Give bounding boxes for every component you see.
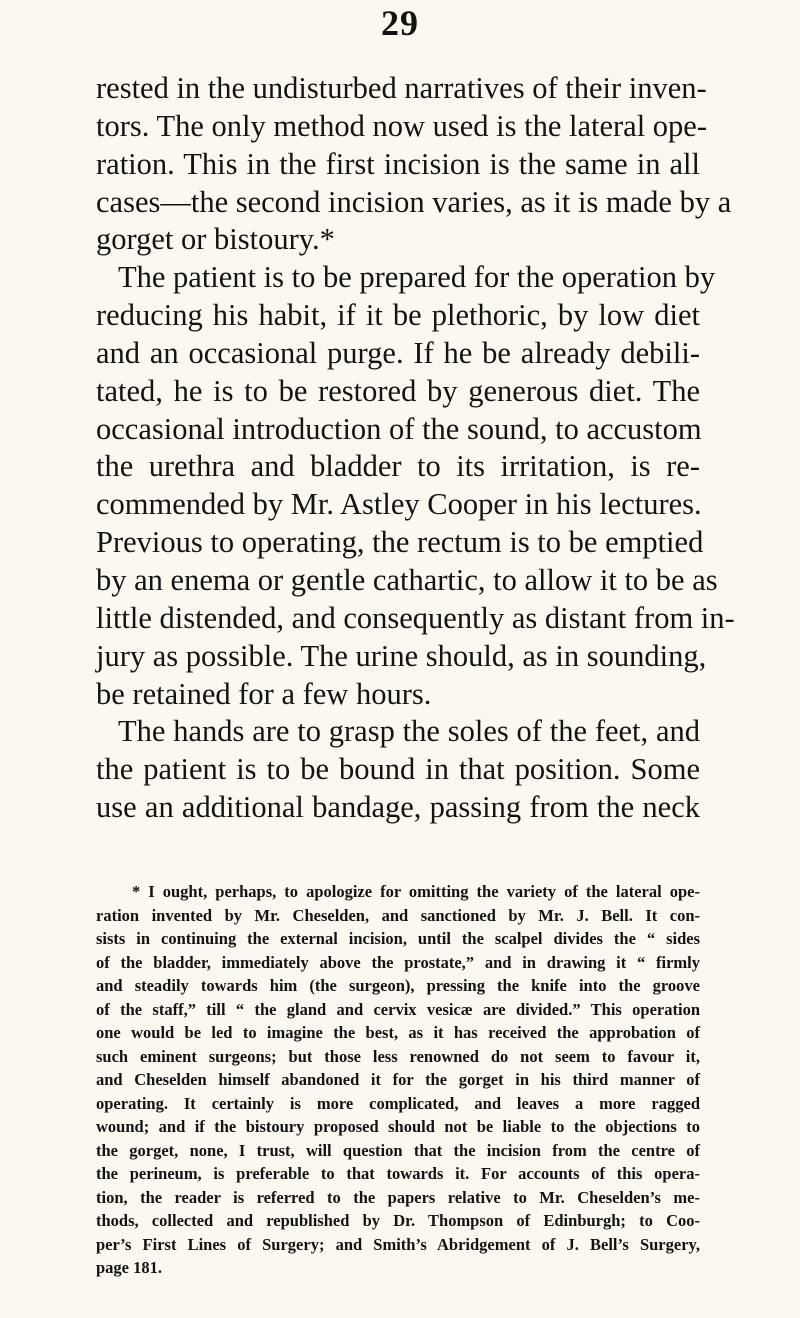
footnote-line: ration invented by Mr. Cheselden, and sanctioned by Mr. J. Bell. It con- [96,905,700,925]
body-line: cases—the second incision varies, as it is made by a [96,184,732,219]
body-text [96,70,735,827]
footnote-line: of the staff,” till “ the gland and cervix vesicæ are divided.” This operation [96,999,700,1019]
body-line: use an additional bandage, passing from the neck [96,790,700,825]
body-line: tated, he is to be restored by generous diet. The [96,373,700,408]
page-number: 29 [381,3,419,43]
footnote-line: one would be led to imagine the best, as it has received the approbation of [96,1023,700,1042]
body-line: The patient is to be prepared for the operation by [118,260,716,295]
footnote-line: operating. It certainly is more complicated, and leaves a more ragged [96,1093,700,1113]
body-line: occasional introduction of the sound, to accustom [96,411,702,446]
footnote-line: wound; and if the bistoury proposed should not be liable to the objections to [96,1117,700,1136]
body-line: tors. The only method now used is the lateral ope- [96,108,707,143]
body-line: jury as possible. The urine should, as in sounding, [96,638,707,673]
body-line: Previous to operating, the rectum is to be emptied [96,525,704,560]
body-line: little distended, and consequently as distant from in- [96,600,735,635]
body-line: commended by Mr. Astley Cooper in his lectures. [96,487,702,522]
body-line: be retained for a few hours. [96,676,432,711]
body-line: The hands are to grasp the soles of the feet, and [118,714,700,749]
footnote-line: of the bladder, immediately above the prostate,” and in drawing it “ firmly [96,952,700,972]
footnote-line: tion, the reader is referred to the papers relative to Mr. Cheselden’s me- [96,1187,700,1207]
footnote-line: sists in continuing the external incision, until the scalpel divides the “ sides [96,929,700,948]
footnote-line: the gorget, none, I trust, will question that the incision from the centre of [96,1140,700,1160]
footnote-line: the perineum, is preferable to that towards it. For accounts of this opera- [96,1164,700,1183]
footnote-line: * I ought, perhaps, to apologize for omitting the variety of the lateral ope- [132,882,700,901]
footnote-line: and Cheselden himself abandoned it for the gorget in his third manner of [96,1070,700,1089]
body-line: and an occasional purge. If he be already debili- [96,335,700,370]
body-line: ration. This in the first incision is the same in all [96,146,700,181]
footnote-line: page 181. [96,1258,162,1277]
body-line: by an enema or gentle cathartic, to allow it to be as [96,562,718,597]
body-line: the patient is to be bound in that position. Some [96,752,700,787]
footnote-line: and steadily towards him (the surgeon), pressing the knife into the groove [96,976,700,995]
body-line: gorget or bistoury.* [96,222,335,257]
body-line: reducing his habit, if it be plethoric, by low diet [96,298,700,333]
footnote [96,880,700,1280]
footnote-line: per’s First Lines of Surgery; and Smith’s Abridgement of J. Bell’s Surgery, [96,1234,700,1254]
body-line: the urethra and bladder to its irritation, is re- [96,449,700,484]
footnote-line: thods, collected and republished by Dr. Thompson of Edinburgh; to Coo- [96,1211,700,1230]
body-line: rested in the undisturbed narratives of their inven- [96,71,707,105]
footnote-line: such eminent surgeons; but those less renowned do not seem to favour it, [96,1046,700,1066]
